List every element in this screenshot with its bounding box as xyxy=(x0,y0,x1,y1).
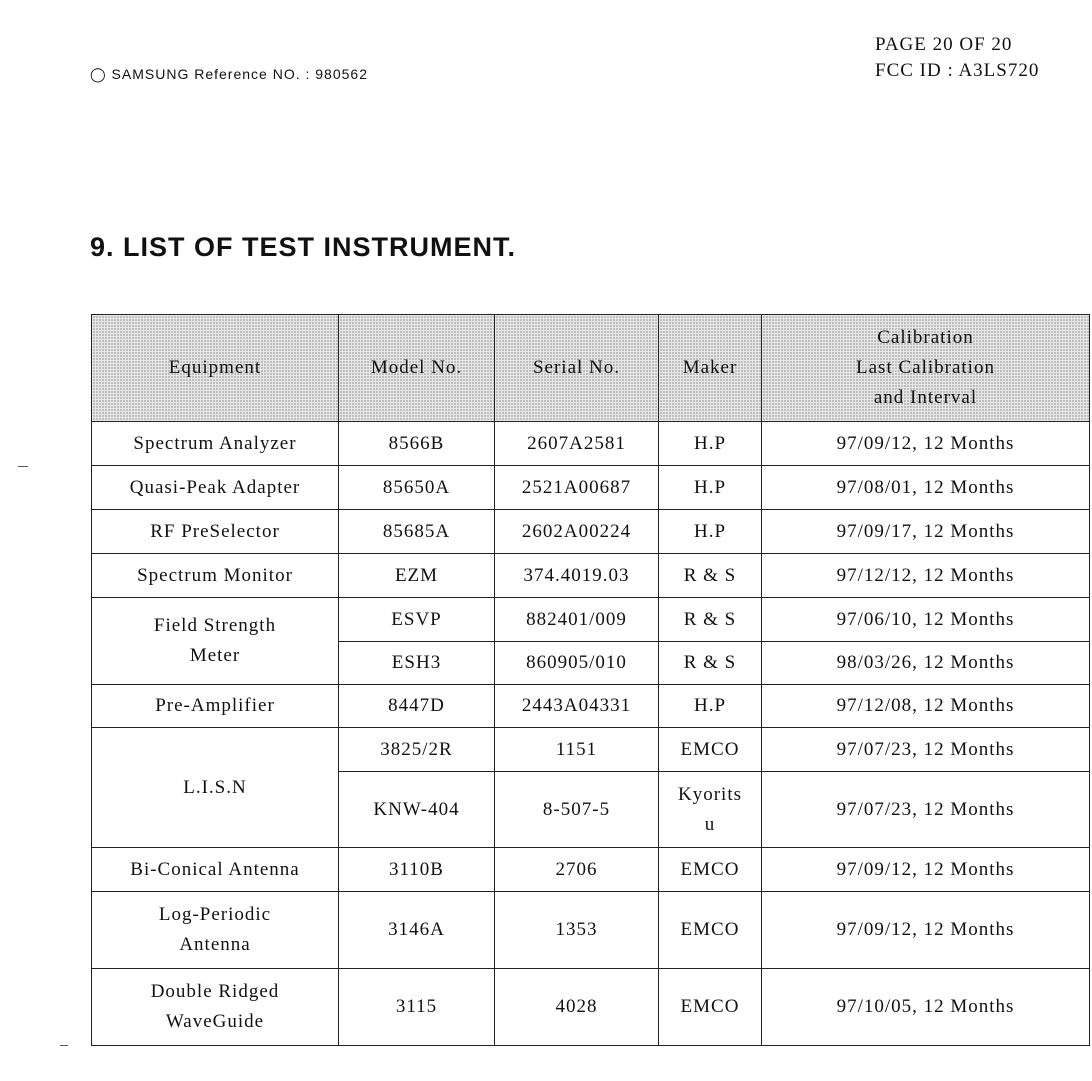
equipment-line: WaveGuide xyxy=(165,1011,265,1032)
header-serial-no: Serial No. xyxy=(495,315,659,422)
maker-cell: EMCO xyxy=(659,728,762,772)
model-cell: 85650A xyxy=(339,466,495,510)
maker-cell: H.P xyxy=(659,510,762,554)
page-number: PAGE 20 OF 20 xyxy=(875,34,1013,55)
header-calibration-line1: Calibration xyxy=(877,327,974,348)
serial-cell: 1151 xyxy=(495,728,659,772)
calibration-cell: 97/09/12, 12 Months xyxy=(762,422,1090,466)
table-row xyxy=(92,466,1090,510)
maker-cell: H.P xyxy=(659,422,762,466)
model-cell: 85685A xyxy=(339,510,495,554)
equipment-line: Antenna xyxy=(179,934,251,955)
table-row xyxy=(92,969,1090,1046)
maker-line: u xyxy=(704,813,716,835)
calibration-cell: 97/12/08, 12 Months xyxy=(762,685,1090,728)
calibration-cell: 97/08/01, 12 Months xyxy=(762,466,1090,510)
model-cell: 8566B xyxy=(339,422,495,466)
equipment-line: Log-Periodic xyxy=(158,904,272,925)
equipment-line: Meter xyxy=(189,645,241,666)
serial-cell: 4028 xyxy=(495,969,659,1046)
equipment-line: Field Strength xyxy=(153,615,277,636)
margin-mark xyxy=(18,466,28,467)
calibration-cell: 97/09/12, 12 Months xyxy=(762,892,1090,969)
maker-cell: R & S xyxy=(659,598,762,642)
equipment-line: Double Ridged xyxy=(150,981,280,1002)
equipment-cell xyxy=(92,892,339,969)
header-calibration-line2: Last Calibration xyxy=(856,357,995,378)
maker-cell: EMCO xyxy=(659,969,762,1046)
header-model-no: Model No. xyxy=(339,315,495,422)
table-row xyxy=(92,892,1090,969)
maker-cell xyxy=(659,772,762,848)
page-info xyxy=(875,32,1039,84)
calibration-cell: 97/12/12, 12 Months xyxy=(762,554,1090,598)
serial-cell: 2521A00687 xyxy=(495,466,659,510)
maker-cell: EMCO xyxy=(659,848,762,892)
equipment-cell: RF PreSelector xyxy=(92,510,339,554)
model-cell: 8447D xyxy=(339,685,495,728)
model-cell: ESH3 xyxy=(339,642,495,685)
serial-cell: 882401/009 xyxy=(495,598,659,642)
calibration-cell: 97/10/05, 12 Months xyxy=(762,969,1090,1046)
model-cell: 3146A xyxy=(339,892,495,969)
model-cell: KNW-404 xyxy=(339,772,495,848)
margin-mark xyxy=(60,1045,68,1046)
maker-cell: H.P xyxy=(659,466,762,510)
maker-line: Kyorits xyxy=(678,783,742,805)
table-row xyxy=(92,510,1090,554)
table-row xyxy=(92,728,1090,772)
table-row xyxy=(92,554,1090,598)
test-instrument-table xyxy=(91,314,1090,1046)
equipment-cell: Quasi-Peak Adapter xyxy=(92,466,339,510)
equipment-cell: L.I.S.N xyxy=(92,728,339,848)
table-row xyxy=(92,422,1090,466)
serial-cell: 374.4019.03 xyxy=(495,554,659,598)
header-equipment: Equipment xyxy=(92,315,339,422)
serial-cell: 8-507-5 xyxy=(495,772,659,848)
model-cell: ESVP xyxy=(339,598,495,642)
header-maker: Maker xyxy=(659,315,762,422)
model-cell: 3115 xyxy=(339,969,495,1046)
equipment-cell: Spectrum Monitor xyxy=(92,554,339,598)
fcc-id: FCC ID : A3LS720 xyxy=(875,60,1040,81)
equipment-cell xyxy=(92,969,339,1046)
model-cell: 3110B xyxy=(339,848,495,892)
equipment-cell: Bi-Conical Antenna xyxy=(92,848,339,892)
calibration-cell: 97/09/12, 12 Months xyxy=(762,848,1090,892)
serial-cell: 860905/010 xyxy=(495,642,659,685)
serial-cell: 2443A04331 xyxy=(495,685,659,728)
table-row xyxy=(92,848,1090,892)
calibration-cell: 98/03/26, 12 Months xyxy=(762,642,1090,685)
maker-cell: H.P xyxy=(659,685,762,728)
calibration-cell: 97/07/23, 12 Months xyxy=(762,772,1090,848)
serial-cell: 2602A00224 xyxy=(495,510,659,554)
model-cell: 3825/2R xyxy=(339,728,495,772)
samsung-reference-number: ◯ SAMSUNG Reference NO. : 980562 xyxy=(90,66,368,82)
table-row xyxy=(92,685,1090,728)
calibration-cell: 97/06/10, 12 Months xyxy=(762,598,1090,642)
section-title: 9. LIST OF TEST INSTRUMENT. xyxy=(90,232,517,262)
table-header-row xyxy=(92,315,1090,422)
maker-cell: R & S xyxy=(659,642,762,685)
serial-cell: 1353 xyxy=(495,892,659,969)
header-calibration xyxy=(762,315,1090,422)
maker-cell: R & S xyxy=(659,554,762,598)
model-cell: EZM xyxy=(339,554,495,598)
table-row xyxy=(92,598,1090,642)
calibration-cell: 97/07/23, 12 Months xyxy=(762,728,1090,772)
equipment-cell: Pre-Amplifier xyxy=(92,685,339,728)
serial-cell: 2607A2581 xyxy=(495,422,659,466)
header-calibration-line3: and Interval xyxy=(873,387,978,408)
equipment-cell xyxy=(92,598,339,685)
maker-cell: EMCO xyxy=(659,892,762,969)
serial-cell: 2706 xyxy=(495,848,659,892)
calibration-cell: 97/09/17, 12 Months xyxy=(762,510,1090,554)
equipment-cell: Spectrum Analyzer xyxy=(92,422,339,466)
